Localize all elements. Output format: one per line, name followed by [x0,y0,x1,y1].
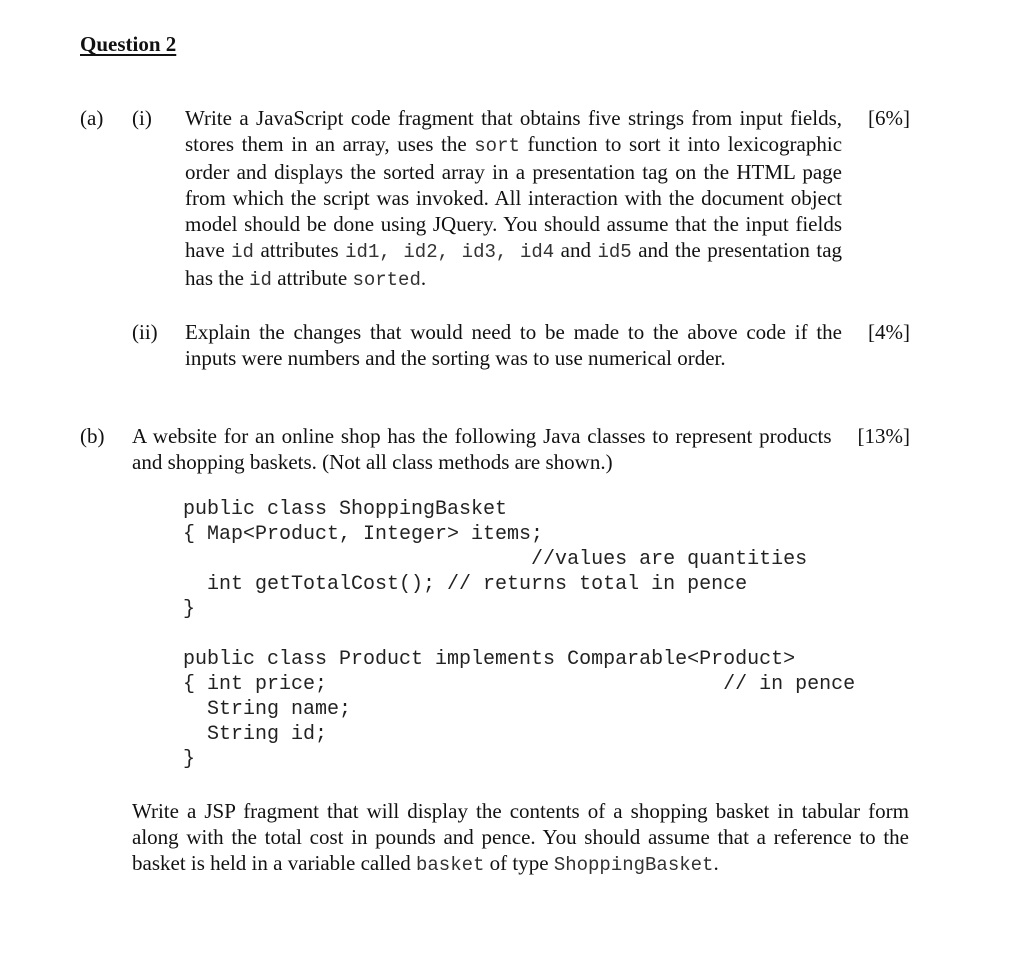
code-line: public class ShoppingBasket [183,498,508,521]
code-line: { Map<Product, Integer> items; [183,523,544,546]
inline-code-ids: id1, id2, id3, id4 [345,241,555,263]
code-line: int getTotalCost(); // returns total in pence [183,573,748,596]
text-run: . [420,266,427,290]
text-run: attributes [253,238,346,262]
part-a-i-label: (i) [132,106,152,130]
part-a-ii-text: Explain the changes that would need to be made to the above code if the inputs were numbers and the sorting was to use numerical order. [185,320,843,370]
code-line: } [183,748,196,771]
code-line: { int price; // in pence [183,673,856,696]
part-a-i-text [185,105,842,293]
inline-code-basket: basket [415,854,485,876]
inline-code-sorted: sorted [352,269,421,291]
inline-code-id: id [231,241,254,263]
text-run: of type [484,851,554,875]
part-b-label: (b) [80,424,105,448]
inline-code-type: ShoppingBasket [553,854,714,876]
text-run: function to sort it into lexicographic order and displays the sorted array in a presentation tag on the HTML page from which the script was invoked. All interaction with the document object model should be done using JQuery. You should assume that the input fields have [185,132,843,262]
inline-code-id-2: id [249,269,272,291]
part-b-intro: A website for an online shop has the following Java classes to represent products and shopping baskets. (Not all class methods are shown.) [132,424,832,474]
marks-b: [13%] [857,424,910,448]
part-b-row [80,423,910,475]
code-line: //values are quantities [183,548,808,571]
marks-a-ii: [4%] [868,320,910,344]
text-run: attribute [271,266,353,290]
question-title: Question 2 [80,32,177,56]
text-run: and [554,238,598,262]
part-a-label: (a) [80,106,104,130]
text-run: Write a JavaScript code fragment that obtains five strings from input fields, stores them in an array, uses the [185,106,843,156]
code-line: String id; [183,723,328,746]
text-run: Write a JSP fragment that will display the contents of a shopping basket in tabular form along with the total cost in pounds and pence. You should assume that a reference to the basket is held in a variable called [132,799,909,875]
part-a-ii-row [80,319,910,371]
code-line: String name; [183,698,352,721]
code-product [183,647,910,772]
text-run: . [713,851,719,875]
part-b-task [132,798,909,878]
inline-code-sort: sort [474,135,520,157]
code-line: public class Product implements Comparable<Product> [183,648,796,671]
part-a-i-row [80,105,910,293]
code-line: } [183,598,196,621]
text-run: and the presentation tag has the [185,238,843,290]
inline-code-id5: id5 [597,241,632,263]
part-a-ii-label: (ii) [132,320,158,344]
marks-a-i: [6%] [868,106,910,130]
code-shopping-basket [183,497,910,622]
